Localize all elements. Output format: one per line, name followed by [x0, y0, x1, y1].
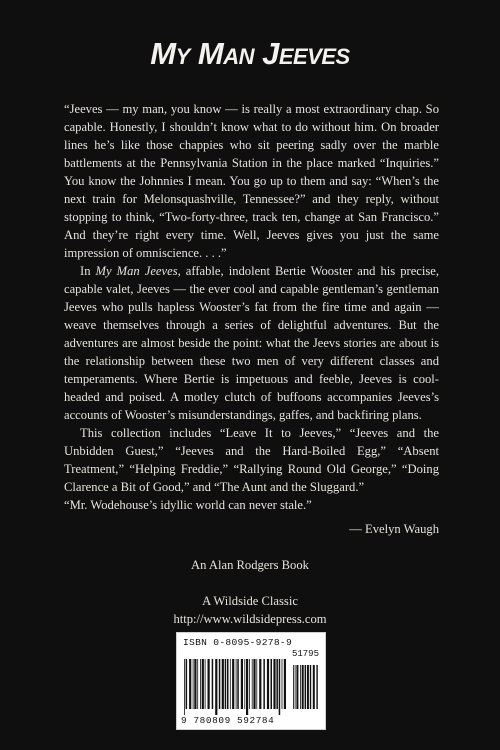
barcode-bar	[273, 659, 275, 709]
barcode-bar	[279, 659, 281, 715]
addon-bar	[296, 665, 298, 709]
barcode-bar	[246, 659, 248, 715]
barcode-bar	[186, 659, 188, 709]
barcode-bar	[271, 659, 273, 709]
addon-bar	[310, 665, 311, 709]
series-name: A Wildside Classic	[202, 594, 298, 608]
blurb-paragraph-2	[64, 262, 439, 424]
blurb-paragraph-3: This collection includes “Leave It to Jeeves,” “Jeeves and the Unbidden Guest,” “Jeeves and the Hard-Boiled Egg,” “Absent Treatment,” “Helping Freddie,” “Rallying Round Old George,” “Doing Clarence a Bit of Good,” and “The Aunt and the Sluggard.”	[64, 426, 439, 494]
barcode-bar	[230, 659, 231, 709]
review-quote	[64, 496, 439, 538]
quote-text: “Mr. Wodehouse’s idyllic world can never stale.”	[64, 498, 312, 512]
blurb-paragraph-2-intro: In	[80, 264, 96, 278]
barcode-bar	[263, 659, 265, 709]
barcode-bars	[183, 659, 319, 715]
barcode-bar	[222, 659, 224, 709]
barcode-bar	[256, 659, 257, 709]
addon-bar	[313, 665, 315, 709]
isbn-barcode	[176, 632, 326, 730]
addon-bar	[295, 665, 296, 709]
barcode-bar	[189, 659, 191, 709]
barcode-bar	[202, 659, 204, 709]
imprint	[0, 556, 500, 628]
barcode-bar	[252, 659, 253, 709]
barcode-bar	[232, 659, 234, 709]
blurb	[64, 100, 439, 496]
quote-attribution: — Evelyn Waugh	[349, 522, 439, 536]
publisher-url: http://www.wildsidepress.com	[173, 612, 327, 626]
addon-bar	[300, 665, 301, 709]
price-code: 51795	[291, 649, 319, 659]
barcode-bar	[237, 659, 239, 709]
barcode-bar	[215, 659, 217, 715]
addon-bar	[305, 665, 306, 709]
barcode-bar	[205, 659, 206, 709]
imprint-line: An Alan Rodgers Book	[191, 558, 309, 572]
barcode-bar	[241, 659, 243, 709]
barcode-bar	[225, 659, 227, 709]
barcode-bar	[212, 659, 214, 709]
barcode-bar	[276, 659, 278, 709]
addon-bar	[293, 665, 294, 709]
barcode-bar	[244, 659, 245, 709]
book-title-italic: My Man Jeeves,	[95, 264, 181, 278]
blurb-paragraph-2-body: affable, indolent Bertie Wooster and his precise, capable valet, Jeeves — the ever cool and capable gentleman’s gentleman Jeeves who pulls hapless Wooster’s fat from the fire time and again — weave themselves through a series of delightful adventures. But the adventures are almost beside the point: what the Jeevs stories are about is the relationship between these two men of very different classes and temperaments. Where Bertie is impetuous and feeble, Jeeves is cool-headed and poised. A motley clutch of buffoons accompanies Jeeves’s accounts of Wooster’s misunderstandings, gaffes, and backfiring plans.	[64, 264, 440, 422]
barcode-bar	[219, 659, 221, 709]
blurb-paragraph-1: “Jeeves — my man, you know — is really a most extraordinary chap. So capable. Honestly, I shouldn’t know what to do without him. On broader lines he’s like those chappies who sit peering sadly over the marble battlements at the Pennsylvania Station in the place marked “Inquiries.” You know the Johnnies I mean. You go up to them and say: “When’s the next train for Melonsquashville, Tennessee?” and they reply, without stopping to think, “Two-forty-three, track ten, change at San Francisco.” And they’re right every time. Well, Jeeves gives you just the same impression of omniscience. . . .”	[64, 102, 439, 260]
addon-bar	[307, 665, 309, 709]
addon-bar	[302, 665, 304, 709]
barcode-bar	[236, 659, 237, 709]
barcode-bar	[249, 659, 250, 709]
barcode-bar	[184, 659, 185, 715]
isbn-number: ISBN 0-8095-9278-9	[183, 637, 293, 648]
ean-number: 9 780809 592784	[181, 715, 275, 726]
barcode-bar	[282, 659, 283, 709]
barcode-bar	[259, 659, 261, 709]
addon-bar	[316, 665, 317, 709]
barcode-bar	[227, 659, 229, 709]
book-title: My Man Jeeves	[150, 36, 350, 71]
barcode-bar	[200, 659, 201, 709]
barcode-bar	[267, 659, 269, 709]
barcode-bar	[253, 659, 255, 709]
barcode-bar	[193, 659, 194, 709]
barcode-bar	[197, 659, 198, 709]
barcode-bar	[208, 659, 210, 709]
barcode-bar	[284, 659, 286, 709]
barcode-bar	[194, 659, 196, 709]
